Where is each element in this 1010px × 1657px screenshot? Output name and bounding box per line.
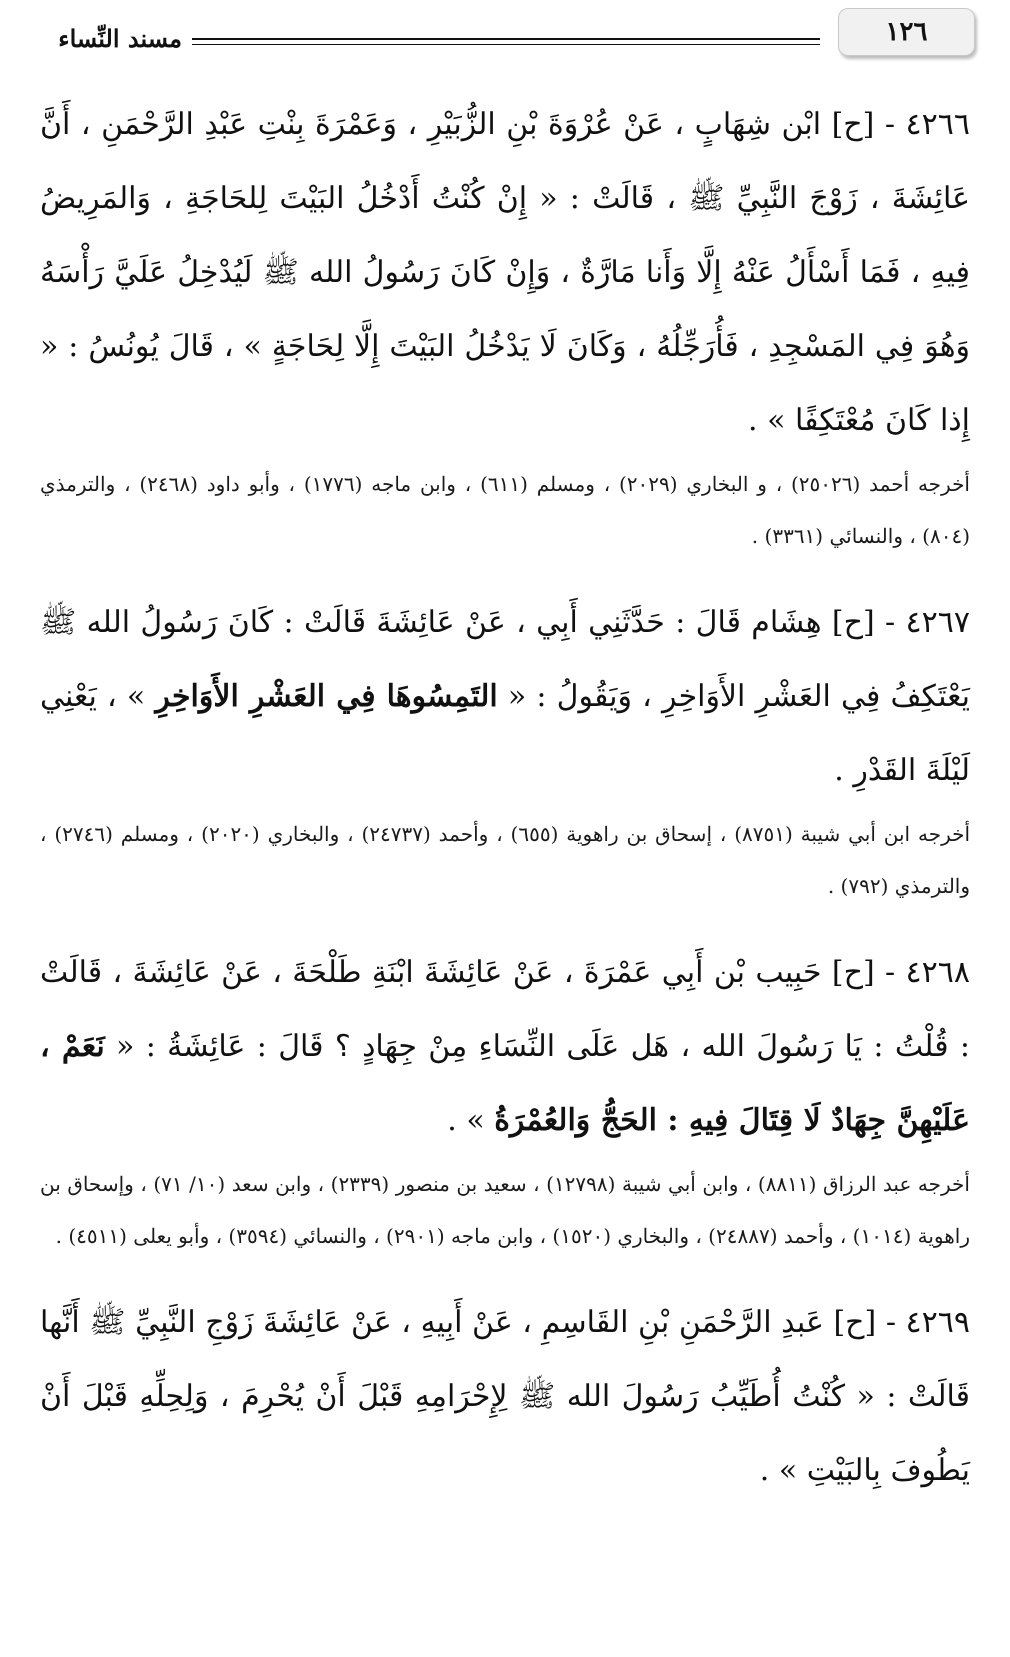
hadith-block-4267: [40, 586, 970, 912]
hadith-text-part: ٤٢٦٧ - [ح] هِشَام قَالَ : حَدَّثَنِي أَبِي ، عَنْ عَائِشَةَ قَالَتْ : كَانَ رَسُولُ الله ﷺ يَعْتَكِفُ فِي العَشْرِ الأَوَاخِرِ ، وَيَقُولُ : «: [40, 605, 970, 714]
hadith-text: [40, 936, 970, 1158]
takhrij-note: أخرجه عبد الرزاق (٨٨١١) ، وابن أبي شيبة (١٢٧٩٨) ، سعيد بن منصور (٢٣٣٩) ، وابن سعد (١٠/ ٧١) ، وإسحاق بن راهوية (١٠١٤) ، وأحمد (٢٤٨٨٧) ، والبخاري (١٥٢٠) ، وابن ماجه (٢٩٠١) ، والنسائي (٣٥٩٤) ، وأبو يعلى (٤٥١١) .: [40, 1172, 970, 1248]
hadith-quote-bold: التَمِسُوهَا فِي العَشْرِ الأَوَاخِرِ: [155, 679, 498, 714]
hadith-block-4269: [40, 1286, 970, 1508]
page-header: [30, 8, 975, 64]
running-title: مسند النِّساء: [58, 24, 182, 53]
hadith-text: [40, 586, 970, 808]
hadith-text-part: » ، يَعْنِي لَيْلَةَ القَدْرِ .: [40, 679, 970, 788]
hadith-text-part: » .: [447, 1103, 495, 1138]
hadith-text: ٤٢٦٩ - [ح] عَبدِ الرَّحْمَنِ بْنِ القَاسِمِ ، عَنْ أَبِيهِ ، عَنْ عَائِشَةَ زَوْجِ النَّبِيِّ ﷺ أَنَّها قَالَتْ : « كُنْتُ أُطَيِّبُ رَسُولَ الله ﷺ لِإِحْرَامِهِ قَبْلَ أَنْ يُحْرِمَ ، وَلِحِلِّهِ قَبْلَ أَنْ يَطُوفَ بِالبَيْتِ » .: [40, 1305, 970, 1488]
page-number-tab: [838, 8, 975, 56]
header-rule: [192, 38, 820, 40]
page-number: ١٢٦: [885, 17, 928, 47]
hadith-text: ٤٢٦٦ - [ح] ابْن شِهَابٍ ، عَنْ عُرْوَةَ بْنِ الزُّبَيْرِ ، وَعَمْرَةَ بِنْتِ عَبْدِ الرَّحْمَنِ ، أَنَّ عَائِشَةَ ، زَوْجَ النَّبِيِّ ﷺ ، قَالَتْ : « إِنْ كُنْتُ أَدْخُلُ البَيْتَ لِلحَاجَةِ ، وَالمَرِيضُ فِيهِ ، فَمَا أَسْأَلُ عَنْهُ إِلَّا وَأَنا مَارَّةٌ ، وَإِنْ كَانَ رَسُولُ الله ﷺ لَيُدْخِلُ عَلَيَّ رَأْسَهُ وَهُوَ فِي المَسْجِدِ ، فَأُرَجِّلُهُ ، وَكَانَ لَا يَدْخُلُ البَيْتَ إِلَّا لِحَاجَةٍ » ، قَالَ يُونُسُ : « إِذا كَانَ مُعْتَكِفًا » .: [40, 107, 970, 438]
takhrij-note: أخرجه أحمد (٢٥٠٢٦) ، و البخاري (٢٠٢٩) ، ومسلم (٦١١) ، وابن ماجه (١٧٧٦) ، وأبو داود (٢٤٦٨) ، والترمذي (٨٠٤) ، والنسائي (٣٣٦١) .: [40, 472, 970, 548]
page-content: [40, 88, 970, 1518]
takhrij-note: أخرجه ابن أبي شيبة (٨٧٥١) ، إسحاق بن راهوية (٦٥٥) ، وأحمد (٢٤٧٣٧) ، والبخاري (٢٠٢٠) ، ومسلم (٢٧٤٦) ، والترمذي (٧٩٢) .: [40, 822, 971, 898]
hadith-block-4266: [40, 88, 970, 562]
hadith-text-part: ٤٢٦٨ - [ح] حَبِيب بْن أَبِي عَمْرَةَ ، عَنْ عَائِشَةَ ابْنَةِ طَلْحَةَ ، عَنْ عَائِشَةَ ، قَالَتْ : قُلْتُ : يَا رَسُولَ الله ، هَل عَلَى النِّسَاءِ مِنْ جِهَادٍ ؟ قَالَ : عَائِشَةُ : «: [40, 955, 970, 1064]
header-rule-thin: [192, 44, 820, 45]
hadith-quote-bold: نَعَمْ ، عَلَيْهِنَّ جِهَادٌ لَا قِتَالَ فِيهِ : الحَجُّ وَالعُمْرَةُ: [40, 1029, 970, 1138]
hadith-block-4268: [40, 936, 970, 1262]
